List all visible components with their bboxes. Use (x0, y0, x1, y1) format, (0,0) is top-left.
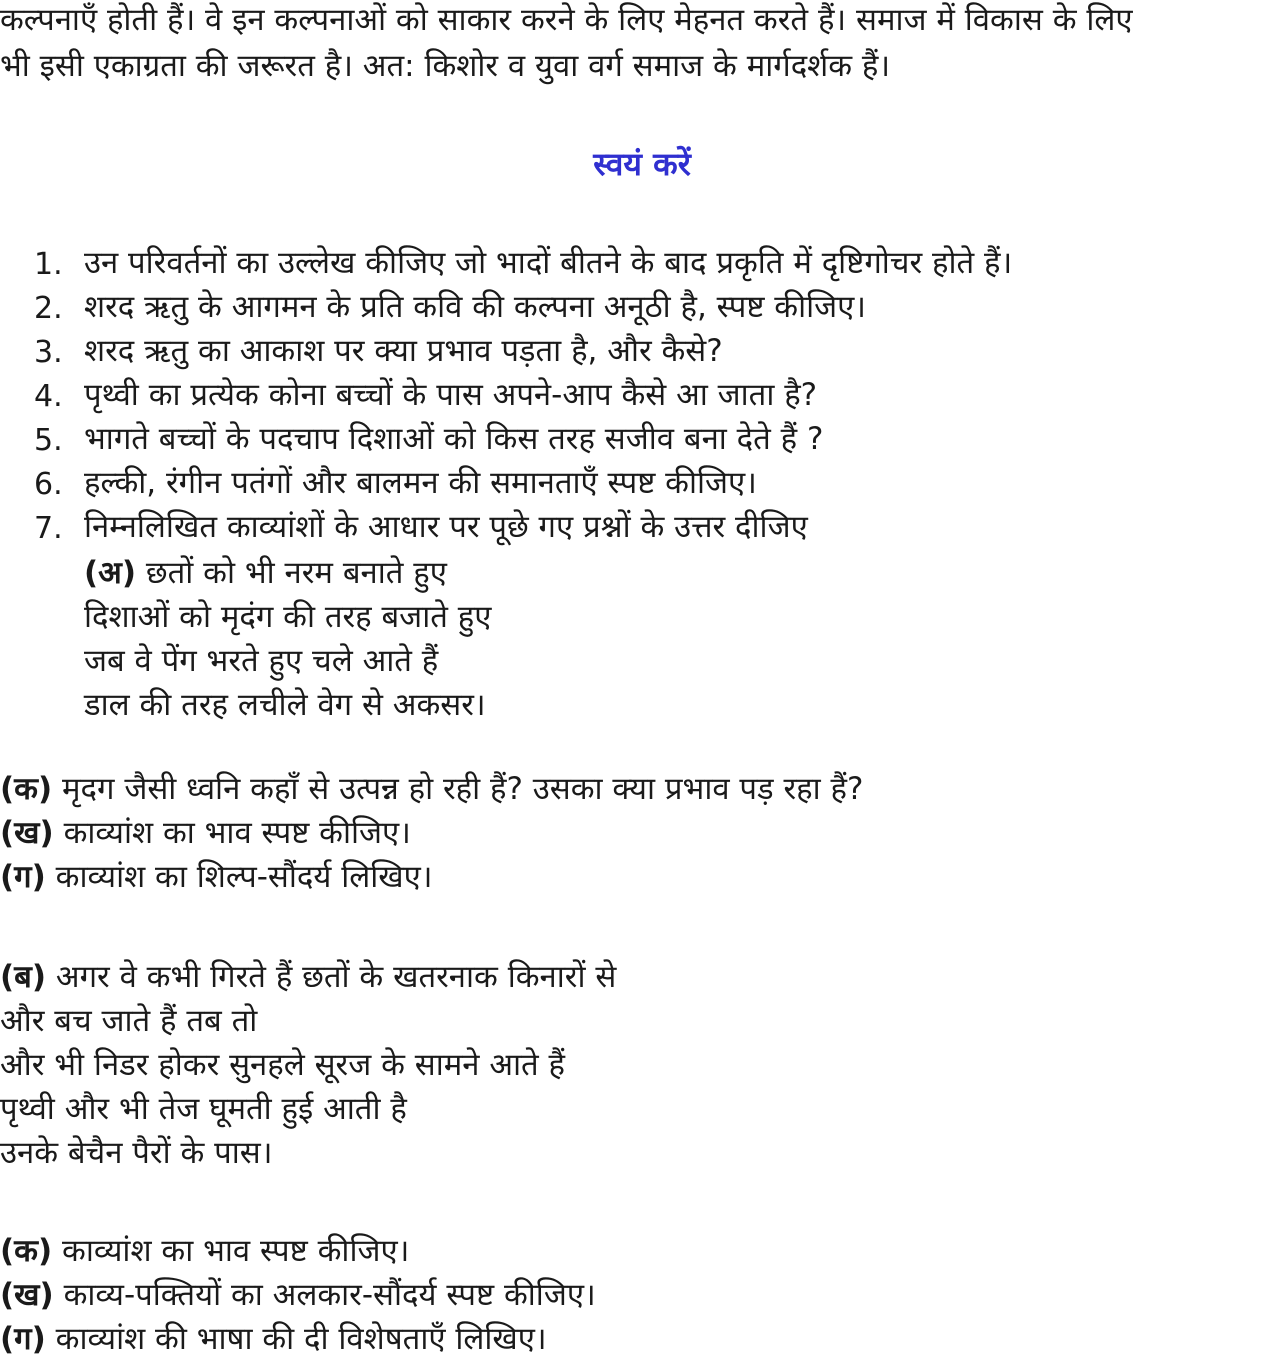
subquestion-item (0, 855, 433, 899)
stanza-tag: (अ) (84, 555, 137, 591)
subquestion-tag: (ख) (0, 815, 54, 851)
stanza-line: जब वे पेंग भरते हुए चले आते हैं (84, 643, 439, 679)
question-text: पृथ्वी का प्रत्येक कोना बच्चों के पास अपने-आप कैसे आ जाता है? (84, 377, 818, 413)
question-text: हल्की, रंगीन पतंगों और बालमन की समानताएँ स्पष्ट कीजिए। (84, 465, 757, 501)
subquestion-item (0, 1317, 547, 1361)
subquestion-text: काव्यांश की भाषा की दी विशेषताएँ लिखिए। (55, 1321, 547, 1357)
question-number: 6. (34, 467, 63, 502)
stanza-line (0, 955, 616, 999)
subquestion-item (0, 1273, 596, 1317)
question-number: 5. (34, 423, 63, 458)
stanza-line: पृथ्वी और भी तेज घूमती हुई आती है (0, 1091, 407, 1127)
question-number: 4. (34, 379, 63, 414)
subquestion-text: काव्यांश का शिल्प-सौंदर्य लिखिए। (55, 859, 433, 895)
question-text: शरद ऋतु के आगमन के प्रति कवि की कल्पना अनूठी है, स्पष्ट कीजिए। (84, 289, 867, 325)
subquestion-tag: (ख) (0, 1277, 54, 1313)
question-number: 7. (34, 511, 63, 546)
subquestion-item (0, 767, 863, 811)
subquestion-text: काव्य-पक्तियों का अलकार-सौंदर्य स्पष्ट कीजिए। (63, 1277, 596, 1313)
question-text: शरद ऋतु का आकाश पर क्या प्रभाव पड़ता है, और कैसे? (84, 333, 723, 369)
stanza-line: डाल की तरह लचीले वेग से अकसर। (84, 687, 486, 723)
subquestion-text: काव्यांश का भाव स्पष्ट कीजिए। (63, 815, 411, 851)
stanza-line: और बच जाते हैं तब तो (0, 1003, 258, 1039)
question-text: निम्नलिखित काव्यांशों के आधार पर पूछे गए प्रश्नों के उत्तर दीजिए (84, 509, 808, 545)
question-text: भागते बच्चों के पदचाप दिशाओं को किस तरह सजीव बना देते हैं ? (84, 421, 824, 457)
stanza-first-line: छतों को भी नरम बनाते हुए (145, 555, 447, 591)
stanza-line: उनके बेचैन पैरों के पास। (0, 1135, 273, 1171)
intro-line-1: कल्पनाएँ होती हैं। वे इन कल्पनाओं को साकार करने के लिए मेहनत करते हैं। समाज में विकास के लिए (0, 2, 1133, 38)
question-number: 2. (34, 291, 63, 326)
stanza-tag: (ब) (0, 959, 47, 995)
stanza-line: दिशाओं को मृदंग की तरह बजाते हुए (84, 599, 492, 635)
stanza-first-line: अगर वे कभी गिरते हैं छतों के खतरनाक किनारों से (55, 959, 617, 995)
stanza-line (84, 551, 447, 595)
subquestion-text: काव्यांश का भाव स्पष्ट कीजिए। (62, 1233, 410, 1269)
subquestion-tag: (क) (0, 771, 53, 807)
subquestion-tag: (क) (0, 1233, 53, 1269)
subquestion-tag: (ग) (0, 859, 46, 895)
subquestion-item (0, 811, 411, 855)
question-number: 3. (34, 335, 63, 370)
subquestion-item (0, 1229, 409, 1273)
subquestion-text: मृदग जैसी ध्वनि कहाँ से उत्पन्न हो रही हैं? उसका क्या प्रभाव पड़ रहा हैं? (62, 771, 864, 807)
question-text: उन परिवर्तनों का उल्लेख कीजिए जो भादों बीतने के बाद प्रकृति में दृष्टिगोचर होते हैं। (84, 245, 1013, 281)
question-number: 1. (34, 247, 63, 282)
section-heading: स्वयं करें (593, 145, 691, 183)
subquestion-tag: (ग) (0, 1321, 46, 1357)
intro-line-2: भी इसी एकाग्रता की जरूरत है। अत: किशोर व युवा वर्ग समाज के मार्गदर्शक हैं। (0, 48, 891, 84)
stanza-line: और भी निडर होकर सुनहले सूरज के सामने आते हैं (0, 1047, 565, 1083)
